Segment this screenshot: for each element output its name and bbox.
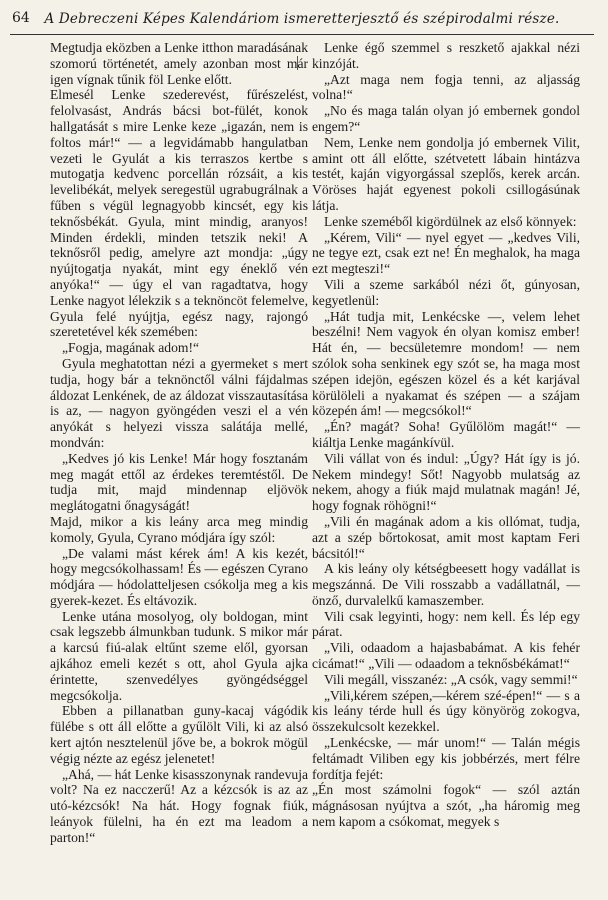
paragraph: „Azt maga nem fogja tenni, az aljasság volna!“ bbox=[312, 71, 580, 103]
paragraph: „De valami mást kérek ám! A kis kezét, hogy megcsókolhassam! És — egészen Cyrano módjára — hódolatteljesen csókolja meg a kis gyerek-kezet. És eltávozik. bbox=[50, 545, 308, 608]
right-column bbox=[312, 40, 580, 830]
paragraph: „Vili, odaadom a hajasbabámat. A kis fehér cicámat!“ „Vili — odaadom a teknősbékámat!“ bbox=[312, 640, 580, 672]
running-header bbox=[10, 8, 594, 35]
paragraph: Lenke égő szemmel s reszkető ajakkal nézi kinzóját. bbox=[312, 40, 580, 71]
paragraph: „Kedves jó kis Lenke! Már hogy fosztanám meg magát ettől az érdekes teremtéstől. De tudja mit, majd mindennap eljövök meglátogatni őnagyságát! bbox=[50, 450, 308, 514]
paragraph: Elmesél Lenke szederevést, fűrészelést, felolvasást, András bácsi bot-fülét, konok hallgatását s mire Lenke keze „igazán, nem is foltos már!“ — a legvidámabb hangulatban vezeti le Gyulát a kis terraszos kertbe s mutogatja kedvenc porcellán rózsáit, a kis levelibékát, melyek seregestül ugrabugrálnak a fűben s végül legnagyobb kincsét, egy kis teknősbékát. Gyula, mint mindig, aranyos! Minden érdekli, minden tetszik neki! A teknősről pedig, amelyre azt mondja: „úgy nyújtogatja nyakát, mint egy éneklő vén anyóka!“ — úgy el van ragadtatva, hogy Lenke nagyot lélekzik s a teknöncöt felemelve, Gyula felé nyújtja, egész nagy, rajongó szeretetével kék szemében: bbox=[50, 87, 308, 340]
paragraph: Vili a szeme sarkából nézi őt, gúnyosan, kegyetlenül: bbox=[312, 276, 580, 308]
paragraph: Vili megáll, visszanéz: „A csók, vagy semmi!“ bbox=[324, 671, 578, 687]
page-number: 64 bbox=[12, 10, 30, 26]
paragraph: Majd, mikor a kis leány arca meg mindig komoly, Gyula, Cyrano módjára így szól: bbox=[50, 513, 308, 545]
paragraph: Vili vállat von és indul: „Úgy? Hát így is jó. Nekem mindegy! Sőt! Nagyobb mulatság az nekem, ahogy a fiúk majd mulatnak magán! Jé, hogy fognak röhögni!“ bbox=[312, 450, 580, 514]
paragraph: „Lenkécske, — már unom!“ — Talán mégis feltámadt Viliben egy kis jobbérzés, mert félre fordítja fejét: bbox=[312, 735, 580, 782]
paragraph: „Kérem, Vili“ — nyel egyet — „kedves Vili, ne tegye ezt, csak ezt ne! Én meghalok, ha maga ezt megteszi!“ bbox=[312, 229, 580, 277]
paragraph: Megtudja eközben a Lenke itthon maradásának szomorú történetét, amely azonban most már igen vígnak tűnik föl Lenke előtt. bbox=[50, 40, 308, 87]
paragraph: „Hát tudja mit, Lenkécske —, velem lehet beszélni! Nem vagyok én olyan komisz ember! Hát én, — becsületemre mondom! — nem szólok soha senkinek egy szót se, ha maga most szépen idejön, egészen közel és a két karjával körülöleli a nyakamat és szépen — a szájam közepén ám! — megcsókol!“ bbox=[312, 308, 580, 419]
paragraph: „Ahá, — hát Lenke kisasszonynak randevuja volt? Na ez nacczerű! Az a kézcsók is az az utó-kézcsók! Na hát. Hogy fognak fiúk, leányok fülelni, ha én ezt ma leadom a parton!“ bbox=[50, 766, 308, 845]
paragraph: Lenke szeméből kigördülnek az első könnyek: bbox=[324, 213, 577, 229]
left-column bbox=[50, 40, 308, 846]
paragraph: „Én most számolni fogok“ — szól aztán mágnásosan nyújtva a szót, „ha háromig meg nem kapom a csókomat, megyek s bbox=[312, 782, 580, 830]
paragraph: Ebben a pillanatban guny-kacaj vágódik fülébe s ott áll előtte a gyűlölt Vili, ki az alsó kert ajtón nesztelenül jőve be, a bokrok mögül végig nézte az egész jelenetet! bbox=[50, 703, 308, 766]
paragraph: Vili csak legyinti, hogy: nem kell. És lép egy párat. bbox=[312, 608, 580, 640]
paragraph: Gyula meghatottan nézi a gyermeket s mert tudja, hogy bár a teknönctől válni fájdalmas áldozat Lenkének, de az áldozat visszautasítása is az, — nagyon gyöngéden veszi el a vén anyókát s helyezi vissza salátája mellé, mondván: bbox=[50, 355, 308, 450]
paragraph: „No és maga talán olyan jó embernek gondol engem?“ bbox=[312, 103, 580, 134]
running-title: A Debreczeni Képes Kalendáriom ismeretterjesztő és szépirodalmi része. bbox=[44, 11, 560, 27]
paragraph: „Vili én magának adom a kis ollómat, tudja, azt a szép bőrtokosat, amit most kaptam Feri bácsitól!“ bbox=[312, 513, 580, 561]
paragraph: A kis leány oly kétségbeesett hogy vadállat is megszánná. De Vili rosszabb a vadállatnál, — önző, durvalelkű kamaszember. bbox=[312, 561, 580, 608]
paragraph: „Vili,kérem szépen,—kérem szé-épen!“ — s a kis leány térde hull és úgy könyörög zokogva, összekulcsolt kezekkel. bbox=[312, 687, 580, 735]
paragraph: „Fogja, magának adom!“ bbox=[62, 340, 200, 356]
paragraph: Nem, Lenke nem gondolja jó embernek Vilit, amint ott áll előtte, szétvetett lábain hintázva testét, kaján vigyorgással szeplős, kerek arcán. Vöröses haját egyenest pokoli csillogásúnak látja. bbox=[312, 134, 580, 213]
paragraph: „Én? magát? Soha! Gyűlölöm magát!“ — kiáltja Lenke magánkívül. bbox=[312, 419, 580, 450]
paragraph: Lenke utána mosolyog, oly boldogan, mint csak legszebb álmunkban tudunk. S mikor már a karcsú fiú-alak eltűnt szeme elől, gyorsan ajkához emeli kezét s ott, ahol Gyula ajka érintette, szenvedélyes gyöngédséggel megcsókolja. bbox=[50, 608, 308, 703]
